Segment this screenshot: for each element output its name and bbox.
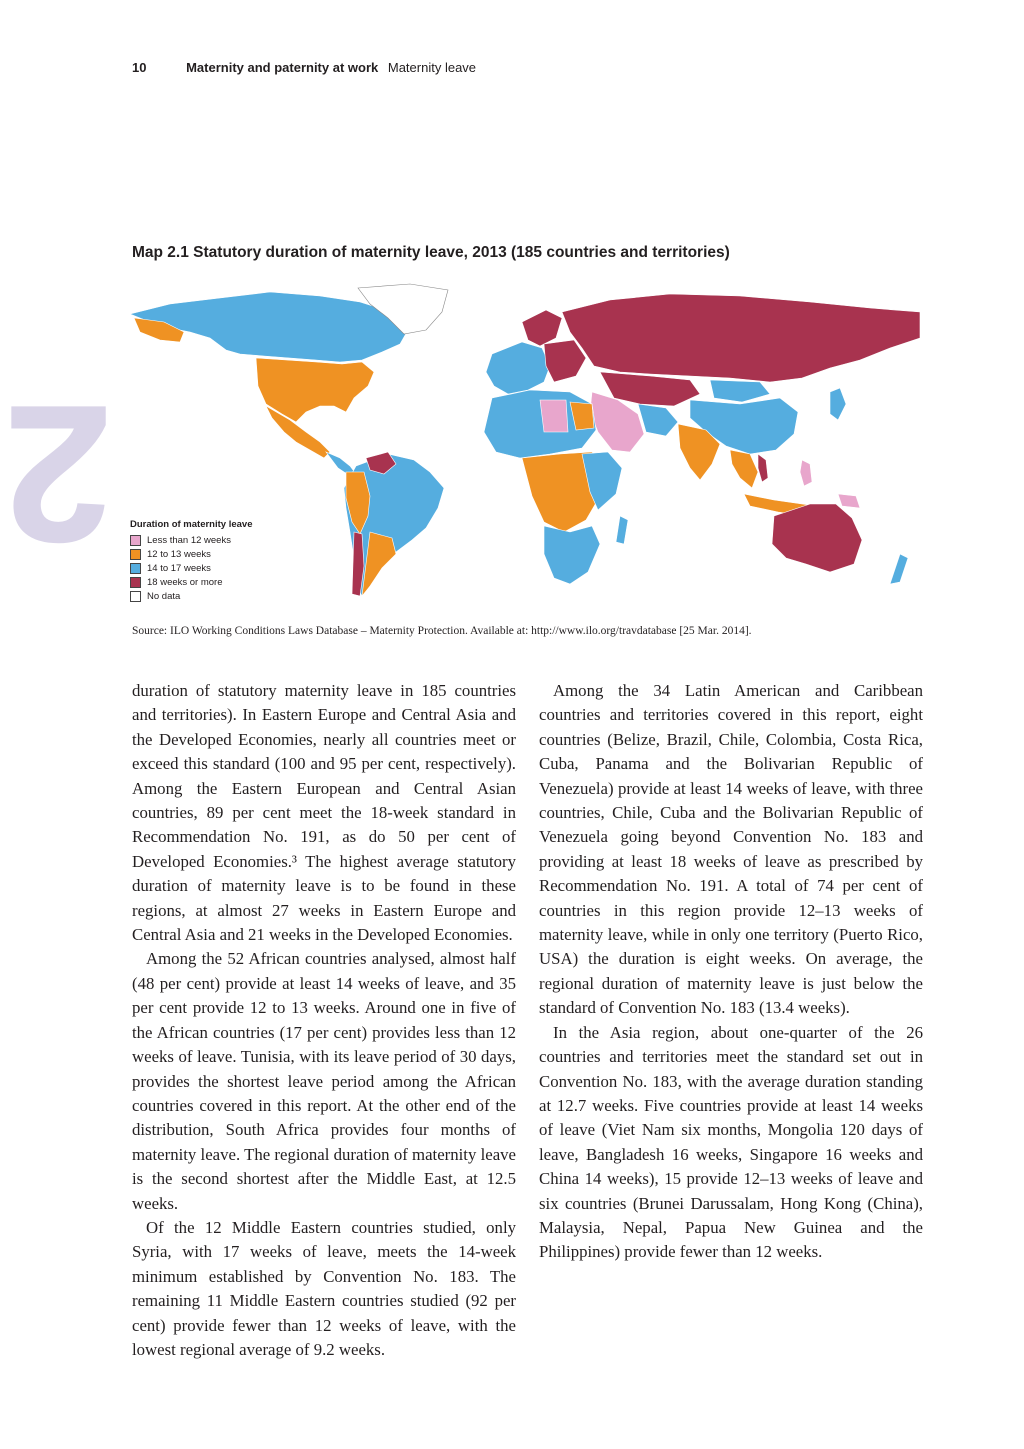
region-southeast-asia	[730, 450, 758, 488]
region-mongolia	[710, 380, 770, 402]
map-title	[132, 244, 730, 262]
body-column-right	[539, 679, 923, 1265]
region-scandinavia	[522, 310, 562, 346]
map-title-text: Statutory duration of maternity leave, 2013 (185 countries and territories)	[193, 244, 730, 261]
map-legend	[130, 519, 252, 603]
legend-swatch	[130, 577, 141, 588]
paragraph: Among the 52 African countries analysed, almost half (48 per cent) provide at least 14 weeks of leave, and 35 per cent provide 12 to 13 weeks. Around one in five of the African countries (17 per cent) provides less than 12 weeks of leave. Tunisia, with its leave period of 30 days, provides the shortest leave period among the African countries covered in this report. At the other end of the distribution, South Africa provides four months of maternity leave. The regional duration of maternity leave is the second shortest after the Middle East, at 12.5 weeks.	[132, 949, 516, 1213]
legend-swatch	[130, 591, 141, 602]
legend-label: 12 to 13 weeks	[147, 548, 211, 560]
region-new-zealand	[890, 554, 908, 584]
map-source: Source: ILO Working Conditions Laws Database – Maternity Protection. Available at: http://www.ilo.org/travdatabase [25 Mar. 2014].	[132, 625, 752, 637]
chapter-number-graphic	[3, 364, 113, 584]
legend-label: 14 to 17 weeks	[147, 562, 211, 574]
legend-item	[130, 561, 252, 575]
paragraph: In the Asia region, about one-quarter of the 26 countries and territories meet the standard set out in Convention No. 183, with the average duration standing at 12.7 weeks. Five countries provide at least 14 weeks of leave (Viet Nam six months, Mongolia 120 days of leave, Bangladesh 16 weeks, Singapore 16 weeks and China 14 weeks), 15 provide 12–13 weeks of leave and six countries (Brunei Darussalam, Hong Kong (China), Malaysia, Nepal, Papua New Guinea and the Philippines) provide fewer than 12 weeks.	[539, 1022, 923, 1262]
legend-swatch	[130, 535, 141, 546]
page-number: 10	[132, 60, 147, 75]
book-title: Maternity and paternity at work	[186, 60, 379, 75]
region-madagascar	[616, 516, 628, 544]
running-head	[132, 60, 476, 75]
legend-swatch	[130, 549, 141, 560]
paragraph: Of the 12 Middle Eastern countries studied, only Syria, with 17 weeks of leave, meets the 14-week minimum established by Convention No. 183. The remaining 11 Middle Eastern countries studied (92 per cent) provide fewer than 12 weeks of leave, with the lowest regional average of 9.2 weeks.	[132, 1217, 516, 1359]
chapter-number: 2	[3, 364, 113, 584]
body-column-left	[132, 679, 516, 1362]
region-libya	[540, 400, 568, 432]
region-russia	[562, 294, 920, 382]
paragraph: Among the 34 Latin American and Caribbean countries and territories covered in this report, eight countries (Belize, Brazil, Chile, Colombia, Costa Rica, Cuba, Panama and the Bolivarian Republic of Venezuela) provide at least 14 weeks of leave, with three countries, Chile, Cuba and the Bolivarian Republic of Venezuela going beyond Convention No. 183 and providing at least 18 weeks of leave as prescribed by Recommendation No. 191. A total of 74 per cent of countries in this region provide 12–13 weeks of maternity leave, while in only one territory (Puerto Rico, USA) the duration is eight weeks. On average, the regional duration of maternity leave is just below the standard of Convention No. 183 (13.4 weeks).	[539, 681, 923, 1018]
legend-label: 18 weeks or more	[147, 576, 223, 588]
region-vietnam	[758, 454, 768, 482]
region-iran	[638, 404, 678, 436]
legend-item	[130, 547, 252, 561]
section-title: Maternity leave	[387, 60, 477, 75]
legend-item	[130, 575, 252, 589]
region-japan	[830, 388, 846, 420]
legend-title: Duration of maternity leave	[130, 519, 253, 530]
legend-label: Less than 12 weeks	[147, 534, 231, 546]
region-africa-south	[544, 526, 600, 584]
region-australia	[772, 504, 862, 572]
region-png	[838, 494, 860, 508]
legend-label: No data	[147, 590, 181, 602]
region-europe-east	[544, 340, 586, 382]
legend-item	[130, 589, 252, 603]
legend-item	[130, 533, 252, 547]
region-philippines	[800, 460, 812, 486]
region-europe-west	[486, 342, 550, 394]
map-label: Map 2.1	[132, 244, 189, 261]
paragraph: duration of statutory maternity leave in 185 countries and territories). In Eastern Europe and Central Asia and the Developed Economies, nearly all countries meet or exceed this standard (100 and 95 per cent, respectively). Among the Eastern European and Central Asian countries, 89 per cent meet the 18-week standard in Recommendation No. 191, as do 50 per cent of Developed Economies.³ The highest average statutory duration of maternity leave is to be found in these regions, at almost 27 weeks in Eastern Europe and Central Asia and 21 weeks in the Developed Economies.	[132, 681, 516, 945]
legend-swatch	[130, 563, 141, 574]
